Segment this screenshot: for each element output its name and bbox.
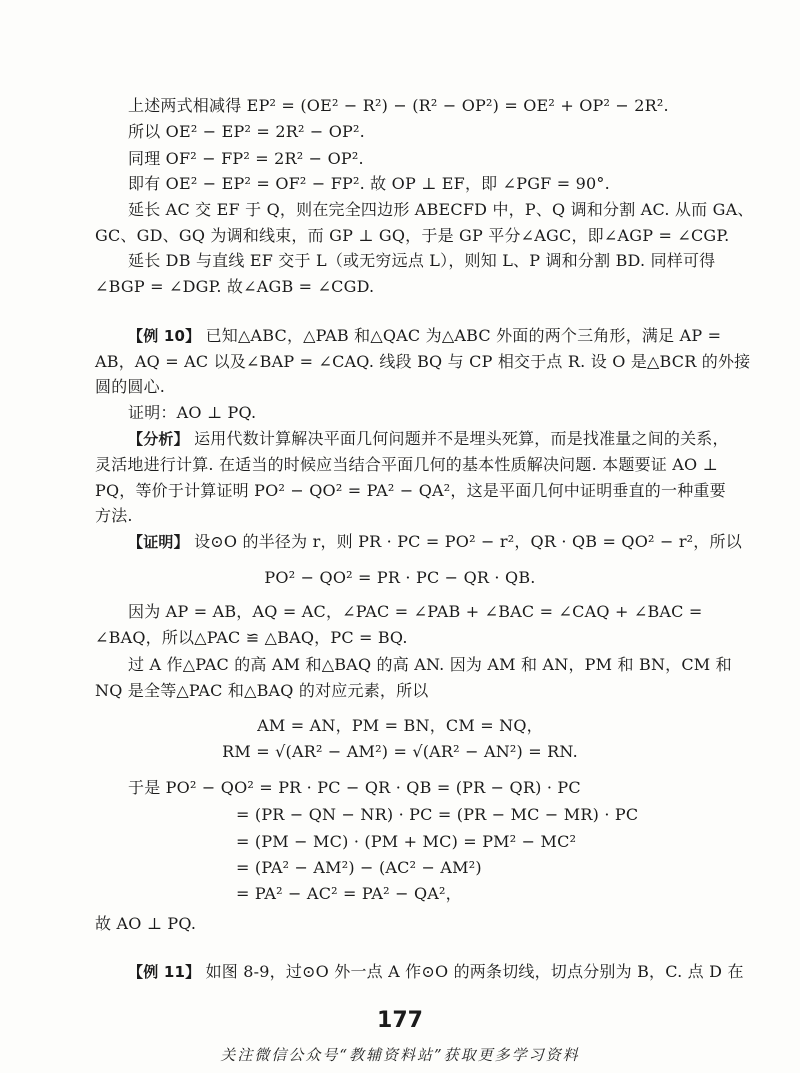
text-line: NQ 是全等△PAC 和△BAQ 的对应元素，所以 (95, 681, 429, 700)
analysis-label: 【分析】 (128, 430, 189, 448)
example-11-text: 如图 8-9，过⊙O 外一点 A 作⊙O 的两条切线，切点分别为 B，C. 点 D 在 (205, 962, 744, 981)
prove-statement: 证明：AO ⊥ PQ. (128, 403, 257, 422)
text-line: 过 A 作△PAC 的高 AM 和△BAQ 的高 AN. 因为 AM 和 AN，PM 和 BN，CM 和 (128, 655, 732, 674)
footer-watermark: 关注微信公众号“教辅资料站”获取更多学习资料 (220, 1046, 580, 1064)
equation: AM = AN，PM = BN，CM = NQ， (257, 716, 543, 735)
example-11-header (128, 960, 744, 984)
text-line: 圆的圆心. (95, 377, 166, 396)
text-line: 延长 AC 交 EF 于 Q，则在完全四边形 ABECFD 中，P、Q 调和分割 AC. 从而 GA、 (128, 200, 754, 219)
equation-chain-line: 于是 PO² − QO² = PR · PC − QR · QB = (PR − QR) · PC (128, 778, 581, 797)
text-line: 方法. (95, 506, 133, 525)
equation-chain-line: = (PA² − AM²) − (AC² − AM²) (236, 858, 482, 877)
equation-chain-line: = (PR − QN − NR) · PC = (PR − MC − MR) · PC (236, 805, 639, 824)
proof-label: 【证明】 (128, 533, 189, 551)
text-line: ∠BAQ，所以△PAC ≌ △BAQ，PC = BQ. (95, 628, 408, 647)
text-line: 同理 OF² − FP² = 2R² − OP². (128, 149, 364, 168)
example-10-label: 【例 10】 (128, 327, 201, 345)
text-line: 所以 OE² − EP² = 2R² − OP². (128, 122, 365, 141)
proof-text: 设⊙O 的半径为 r，则 PR · PC = PO² − r²，QR · QB = QO² − r²，所以 (194, 532, 742, 551)
conclusion: 故 AO ⊥ PQ. (95, 914, 197, 933)
example-10-text: 已知△ABC，△PAB 和△QAC 为△ABC 外面的两个三角形，满足 AP = (205, 326, 722, 345)
text-line: 上述两式相减得 EP² = (OE² − R²) − (R² − OP²) = OE² + OP² − 2R². (128, 96, 669, 115)
text-line: 延长 DB 与直线 EF 交于 L（或无穷远点 L），则知 L、P 调和分割 BD. 同样可得 (128, 251, 716, 270)
analysis-header (128, 427, 729, 451)
text-line: AB，AQ = AC 以及∠BAP = ∠CAQ. 线段 BQ 与 CP 相交于点 R. 设 O 是△BCR 的外接 (95, 352, 751, 371)
example-10-header (128, 324, 721, 348)
page-number: 177 (377, 1008, 423, 1033)
proof-header (128, 530, 742, 554)
text-line: 因为 AP = AB，AQ = AC，∠PAC = ∠PAB + ∠BAC = ∠CAQ + ∠BAC = (128, 602, 703, 621)
text-line: ∠BGP = ∠DGP. 故∠AGB = ∠CGD. (95, 277, 375, 296)
equation: RM = √(AR² − AM²) = √(AR² − AN²) = RN. (222, 742, 578, 761)
example-11-label: 【例 11】 (128, 963, 201, 981)
text-line: GC、GD、GQ 为调和线束，而 GP ⊥ GQ，于是 GP 平分∠AGC，即∠AGP = ∠CGP. (95, 226, 730, 245)
equation-chain-line: = (PM − MC) · (PM + MC) = PM² − MC² (236, 832, 577, 851)
analysis-text: 运用代数计算解决平面几何问题并不是埋头死算，而是找准量之间的关系， (194, 429, 729, 448)
text-line: 即有 OE² − EP² = OF² − FP². 故 OP ⊥ EF，即 ∠PGF = 90°. (128, 174, 610, 193)
text-line: 灵活地进行计算. 在适当的时候应当结合平面几何的基本性质解决问题. 本题要证 AO ⊥ (95, 455, 718, 474)
equation: PO² − QO² = PR · PC − QR · QB. (264, 568, 536, 587)
equation-chain-line: = PA² − AC² = PA² − QA²， (236, 884, 462, 903)
text-line: PQ，等价于计算证明 PO² − QO² = PA² − QA²，这是平面几何中证明垂直的一种重要 (95, 481, 726, 500)
